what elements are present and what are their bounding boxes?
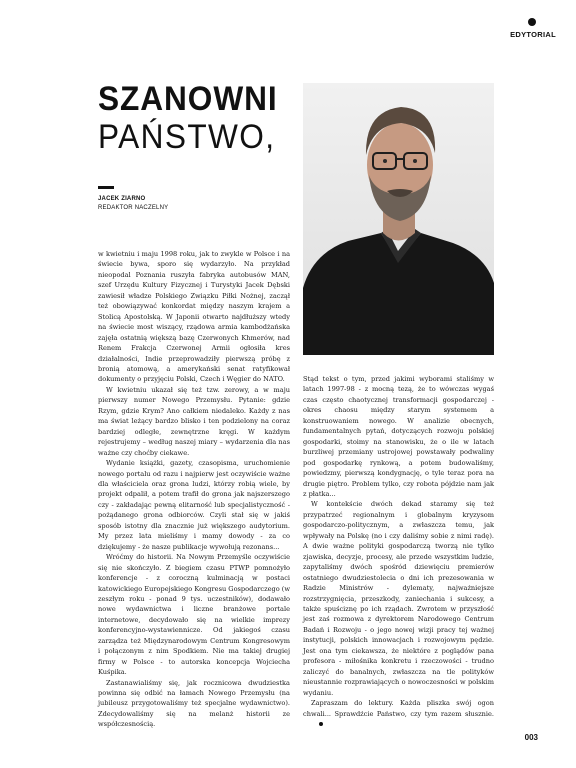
paragraph: w kwietniu i maju 1998 roku, jak to zwykle w Polsce i na świecie bywa, sporo się wydarzyło. Na przykład nieopodal Poznania ruszyła fabryka autobusów MAN, szef Urzędu Kultury Fizycznej i Turystyki Jacek Dębski zawiesił władze Polskiego Związku Piłki Nożnej, zaczął też obowiązywać konkordat między naszym krajem a Stolicą Apostolską. W Japonii otwarto najdłuższy wtedy na świecie most wiszący, rządowa armia kambodżańska zajęła ostatnią większą bazę Czerwonych Khmerów, nad Renem Frakcja Czerwonej Armii ogłosiła kres działalności, Indie przeprowadziły pierwszą próbę z bronią atomową, a amerykański senat ratyfikował dokumenty o przyjęciu Polski, Czech i Węgier do NATO. — [98, 250, 290, 384]
paragraph: W kwietniu ukazał się też tzw. zerowy, a w maju pierwszy numer Nowego Przemysłu. Pytanie: gdzie Rzym, gdzie Krym? Ano całkiem niedaleko. Każdy z nas ma świat leżący bardzo blisko i ten podzielony na coraz bardziej odległe, zewnętrzne kręgi. W każdym rejestrujemy – według naszej miary – wydarzenia dla nas ważne czy choćby ciekawe. — [98, 385, 290, 457]
section-marker-dot — [528, 18, 536, 26]
author-name: JACEK ZIARNO — [98, 196, 146, 202]
paragraph: Wydanie książki, gazety, czasopisma, uruchomienie nowego portalu od razu i najpierw jest oczywiście ważne dla właściciela oraz grona ludzi, którzy robią wiele, by projekt odpalił, a potem trafił do grona jak najszerszego czy - zakładając pewną elitarność lub specjalistyczność - pożądanego grona odbiorców. Czyli stał się w jakiś sposób istotny dla znacznie już większego audytorium. My przez lata mieliśmy i mamy dowody - za co dziękujemy - że nasze publikacje wywołują rezonans... — [98, 459, 290, 551]
paragraph: Wróćmy do historii. Na Nowym Przemyśle oczywiście się nie skończyło. Z biegiem czasu PTWP pomnożyło konferencje - z coroczną kulminacją w postaci katowickiego Europejskiego Kongresu Gospodarczego (w zeszłym roku - ponad 9 tys. uczestników), dodawało nowe wydawnictwa i liczne branżowe portale internetowe, decydowało się na wielkie imprezy konferencyjno-wystawiennicze. Od jakiegoś czasu zarządza też Międzynarodowym Centrum Kongresowym i połączonym z nim Spodkiem. Nie ma takiej drugiej firmy w Polsce - to autorska koncepcja Wojciecha Kuśpika. — [98, 553, 290, 677]
author-divider — [98, 186, 114, 189]
author-portrait-photo — [303, 83, 494, 355]
paragraph: W kontekście dwóch dekad staramy się też przypatrzeć regionalnym i globalnym kryzysom gospodarczo-politycznym, a zwłaszcza temu, jak wpływały na Polskę (no i czy daliśmy sobie z nimi radę). A dwie ważne polityki gospodarczą tworzą nie tylko zjawiska, decyzje, procesy, ale przede wszystkim ludzie, zapytaliśmy dwóch spośród dziewięciu premierów ostatniego dwudziestolecia o dni ich prezesowania w Radzie Ministrów - dylematy, najważniejsze rozstrzygnięcia, przeszkody, zaniechania i sukcesy, a także spuściznę po ich rządach. Zwrotem w przyszłość jest zaś rozmowa z dyrektorem Narodowego Centrum Badań i Rozwoju - o jego nowej wizji pracy tej ważnej instytucji, polskich innowacjach i rozwojowym pędzie. Jest ona tym ciekawsza, że niektóre z poglądów pana profesora - miłośnika konkretu i rzeczowości - trudno zaliczyć do banalnych, zwłaszcza na tle polityków nieustannie rozprawiających o nowoczesności w polskim wydaniu. — [303, 500, 494, 697]
end-of-article-marker — [319, 722, 323, 726]
article-column-2 — [303, 374, 494, 729]
closing-paragraph — [303, 698, 494, 729]
paragraph: Stąd tekst o tym, przed jakimi wyborami staliśmy w latach 1997-98 - z mocną tezą, że to wówczas wygaś czas często chaotycznej transformacji gospodarczej - okres chaosu między starym systemem a konstruowaniem nowego. W analizie obecnych, fundamentalnych pytań, dotyczących rozwoju polskiej gospodarki, stoimy na stanowisku, że o ile w latach burzliwej przemiany ustrojowej powstawały podwaliny pod gospodarkę rynkową, a potem budowaliśmy, powiedzmy, pierwszą kondygnację, o tyle teraz pora na drugie piętro. Problem tylko, czy robota pójdzie nam jak z płatka... — [303, 375, 494, 498]
closing-text: Zapraszam do lektury. Każda pliszka swój ogon chwali... Sprawdźcie Państwo, czy tym razem słusznie. — [303, 699, 494, 718]
paragraph: Zastanawialiśmy się, jak rocznicowa dwudziestka powinna się odbić na łamach Nowego Przemysłu (na jubileusz przygotowaliśmy też specjalne wydawnictwo). Zdecydowaliśmy się na melanż historii ze współczesnością. — [98, 678, 290, 729]
article-column-1 — [98, 249, 290, 730]
section-label: EDYTORIAL — [510, 30, 556, 39]
headline-line-2: PAŃSTWO, — [98, 118, 276, 156]
author-role: REDAKTOR NACZELNY — [98, 205, 169, 211]
headline-line-1: SZANOWNI — [98, 80, 278, 118]
page-number: 003 — [524, 733, 538, 742]
